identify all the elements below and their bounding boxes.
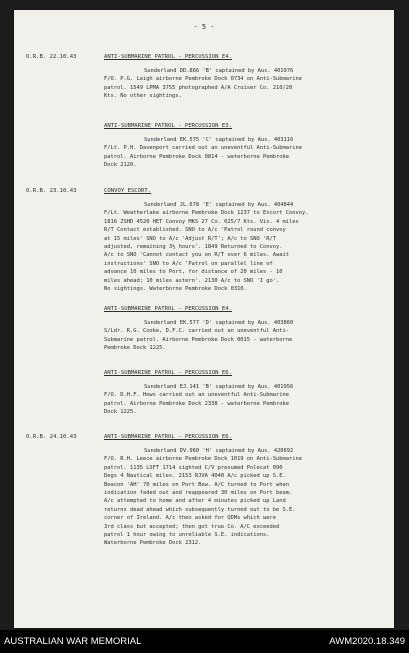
body-line: patrol. 1549 LPMA 3755 photographed A/A Cruiser Co. 210/20 <box>104 84 293 91</box>
body-line: Waterborne Pembroke Dock 2312. <box>104 540 202 547</box>
body-line: S/Ldr. R.G. Cooke, D.F.C. carried out an uneventful Anti- <box>104 328 289 335</box>
body-line: Dock 1225. <box>104 409 137 416</box>
body-line: No sightings. Waterborne Pembroke Dock 0310. <box>104 286 247 293</box>
orb-date: O.R.B. 23.10.43 <box>26 188 77 194</box>
entry-body <box>104 383 384 417</box>
body-line: advance 10 miles to Port, for distance of 20 miles - 10 <box>104 269 283 276</box>
body-line: F/O. P.G. Leigh airborne Pembroke Dock 0734 on Anti-Submarine <box>104 76 302 83</box>
footer-bar <box>0 630 409 653</box>
body-line: patrol 1 hour owing to unreliable S.E. indications. <box>104 532 270 539</box>
body-line: Sunderland DD.866 'B' captained by Aus. 401976 <box>144 68 294 74</box>
body-line: Sunderland EK.575 'C' captained by Aus. 403116 <box>144 137 294 143</box>
body-line: F/O. D.H.F. Hows carried out an uneventful Anti-Submarine <box>104 392 289 399</box>
body-line: F/Lt. P.H. Davenport carried out an uneventful Anti-Submarine <box>104 145 302 152</box>
entry-body <box>104 319 384 353</box>
footer-institution: AUSTRALIAN WAR MEMORIAL <box>4 636 142 647</box>
body-line: patrol. Airborne Pembroke Dock 0814 - waterborne Pembroke <box>104 153 289 160</box>
body-line: adjusted, remaining 3½ hours'. 1849 Returned to Convoy. <box>104 244 283 251</box>
entry-heading: ANTI-SUBMARINE PATROL - PERCUSSION E4. <box>104 306 232 312</box>
body-line: R/T Contact established. SNO to A/c 'Patrol round convoy <box>104 227 286 234</box>
body-line: Sunderland DV.960 'H' captained by Aus. 420692 <box>144 448 294 454</box>
body-line: patrol. Airborne Pembroke Dock 2338 - waterborne Pembroke <box>104 400 289 407</box>
orb-date: O.R.B. 24.10.43 <box>26 434 77 440</box>
entry-body <box>104 201 384 293</box>
body-line: Beacon 'AH' 70 miles on Port Bow. A/C turned to Port when <box>104 481 289 488</box>
footer-accession-number: AWM2020.18.349 <box>329 636 405 647</box>
entry-body <box>104 447 384 548</box>
entry-heading: ANTI-SUBMARINE PATROL - PERCUSSION E6. <box>104 370 232 376</box>
entry-heading: CONVOY ESCORT. <box>104 188 152 194</box>
body-line: Dock 2120. <box>104 162 137 169</box>
body-line: instructions' SNO to A/c 'Patrol on parallel line of <box>104 260 273 267</box>
body-line: patrol. 1135 LSFT 1714 sighted C/V presumed Polecat 090 <box>104 464 283 471</box>
body-line: A/c to SNO 'Cannot contact you on R/T over 6 miles. Await <box>104 252 289 259</box>
body-line: indication faded out and reappeared 30 miles on Port beam. <box>104 490 293 497</box>
entry-body <box>104 136 384 170</box>
body-line: Submarine patrol. Airborne Pembroke Dock 0015 - waterborne <box>104 336 293 343</box>
body-line: miles ahead; 10 miles astern'. 2130 A/c to SNO 'I go'. <box>104 277 280 284</box>
document-page <box>14 10 394 628</box>
body-line: Sunderland EK.577 'D' captained by Aus. 403860 <box>144 320 294 326</box>
body-line: F/Lt. Weatherlake airborne Pembroke Dock 1237 to Escort Convoy. <box>104 210 309 217</box>
body-line: F/O. R.H. Leece airborne Pembroke Dock 1019 on Anti-Submarine <box>104 456 302 463</box>
body-line: at 15 miles' SNO to A/c 'Adjust R/T'; A/c to SNO 'R/T <box>104 235 277 242</box>
body-line: 1816 ZSHD 4520 HET Convoy MKS 27 Co. 025/7 Kts. Vis. 4 miles <box>104 218 299 225</box>
body-line: A/c attempted to home and after 4 minutes picked up Land <box>104 498 286 505</box>
body-line: Sunderland JL.678 'E' captained by Aus. 404844 <box>144 202 294 208</box>
orb-date: O.R.B. 22.10.43 <box>26 54 77 60</box>
body-line: Kts. No other sightings. <box>104 93 182 100</box>
body-line: 3rd class but accepted; then got true Co. A/C exceeded <box>104 523 280 530</box>
body-line: corner of Ireland. A/c then asked for QDMs which were <box>104 515 277 522</box>
body-line: returns dead ahead which subsequently turned out to be S.E. <box>104 506 296 513</box>
entry-heading: ANTI-SUBMARINE PATROL - PERCUSSION E6. <box>104 434 232 440</box>
body-line: Sunderland EJ.141 'B' captained by Aus. 401956 <box>144 384 294 390</box>
body-line: Degs 4 Nautical miles. 2153 RJVA 4040 A/c picked up S.E. <box>104 473 286 480</box>
body-line: Pembroke Dock 1225. <box>104 345 166 352</box>
entry-heading: ANTI-SUBMARINE PATROL - PERCUSSION E4. <box>104 54 232 60</box>
entry-heading: ANTI-SUBMARINE PATROL - PERCUSSION E3. <box>104 123 232 129</box>
entry-body <box>104 67 384 101</box>
page-number: - 5 - <box>193 23 215 31</box>
